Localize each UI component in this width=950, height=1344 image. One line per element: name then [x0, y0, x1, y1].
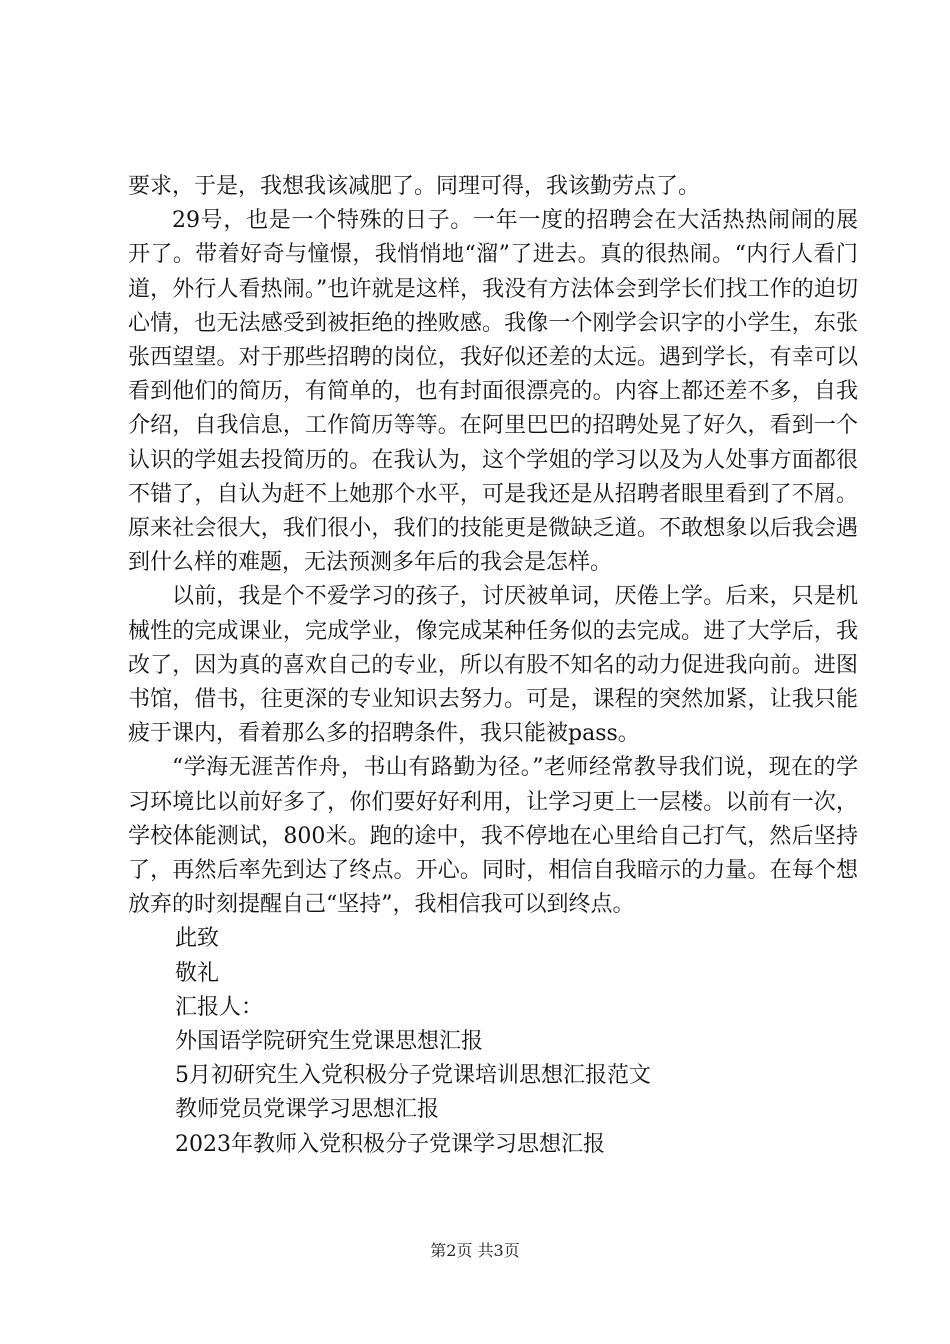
paragraph-job-fair: 29号，也是一个特殊的日子。一年一度的招聘会在大活热热闹闹的展开了。带着好奇与憧憬，我悄悄地“溜”了进去。真的很热闹。“内行人看门道，外行人看热闹。”也许就是这样，我没有方法体会到学长们找工作的迫切心情，也无法感受到被拒绝的挫败感。我像一个刚学会识字的小学生，东张张西望望。对于那些招聘的岗位，我好似还差的太远。遇到学长，有幸可以看到他们的简历，有简单的，也有封面很漂亮的。内容上都还差不多，自我介绍，自我信息，工作简历等等。在阿里巴巴的招聘处晃了好久，看到一个认识的学姐去投简历的。在我认为，这个学姐的学习以及为人处事方面都很不错了，自认为赶不上她那个水平，可是我还是从招聘者眼里看到了不屑。原来社会很大，我们很小，我们的技能更是微缺乏道。不敢想象以后我会遇到什么样的难题，无法预测多年后的我会是怎样。 — [128, 208, 858, 576]
closing-regards: 敬礼 — [175, 960, 220, 986]
related-title: 2023年教师入党积极分子党课学习思想汇报 — [175, 1131, 605, 1157]
reporter-label: 汇报人： — [175, 994, 264, 1020]
related-title: 教师党员党课学习思想汇报 — [175, 1097, 440, 1123]
page-number-footer: 第2页 共3页 — [430, 1241, 520, 1260]
closing-salutation: 此致 — [175, 926, 220, 952]
related-title: 5月初研究生入党积极分子党课培训思想汇报范文 — [175, 1063, 651, 1089]
paragraph-study-habits: 以前，我是个不爱学习的孩子，讨厌被单词，厌倦上学。后来，只是机械性的完成课业，完成学业，像完成某种任务似的去完成。进了大学后，我改了，因为真的喜欢自己的专业，所以有股不知名的动力促进我向前。进图书馆，借书，往更深的专业知识去努力。可是，课程的突然加紧，让我只能疲于课内，看着那么多的招聘条件，我只能被pass。 — [128, 584, 858, 747]
paragraph-continuation: 要求，于是，我想我该减肥了。同理可得，我该勤劳点了。 — [128, 174, 701, 199]
related-title: 外国语学院研究生党课思想汇报 — [175, 1029, 484, 1055]
document-body — [128, 170, 858, 1162]
paragraph-persistence: “学海无涯苦作舟，书山有路勤为径。”老师经常教导我们说，现在的学习环境比以前好多了，你们要好好利用，让学习更上一层楼。以前有一次，学校体能测试，800米。跑的途中，我不停地在心里给自己打气，然后坚持了，再然后率先到达了终点。开心。同时，相信自我暗示的力量。在每个想放弃的时刻提醒自己“坚持”，我相信我可以到终点。 — [128, 755, 858, 918]
